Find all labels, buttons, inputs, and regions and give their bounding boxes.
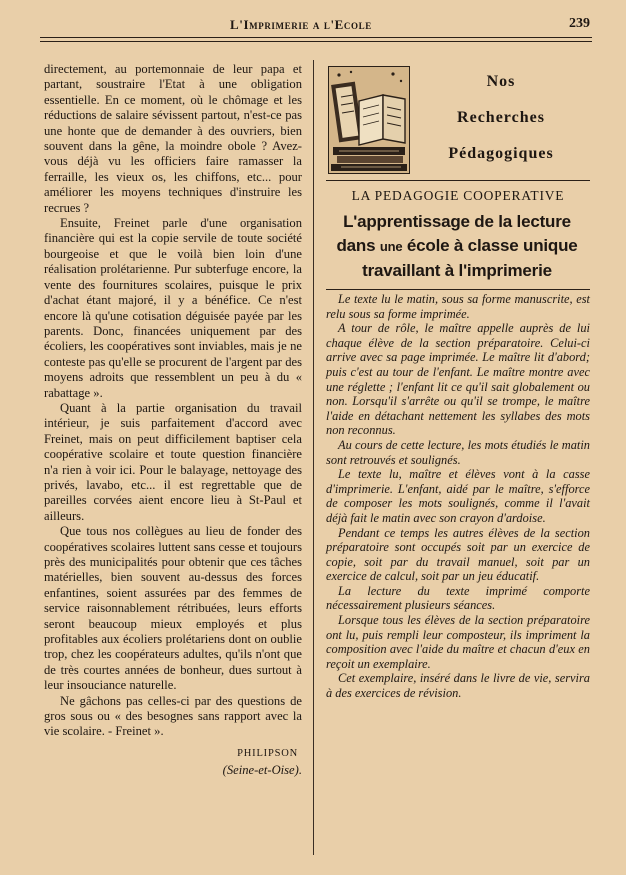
rubric-line-3: Pédagogiques [448, 145, 554, 162]
article-title-line-2c: école à classe unique [402, 236, 578, 255]
left-paragraph-3: Quant à la partie organisation du travail intérieur, je suis parfaitement d'accord avec Freinet, mais on peut difficilement baptiser cela coopérative scolaire et toute question financière n'a rien à voir ici. Pour le balayage, nettoyage des privés, lavabo, etc... il est regrettable que de pareilles corvées aient encore lieu à St-Paul et ailleurs. [44, 400, 302, 523]
rubric-line-2: Recherches [457, 109, 545, 126]
article-title-line-1: L'apprentissage de la lecture [343, 212, 571, 231]
signature: PHILIPSON [237, 747, 298, 759]
page-number: 239 [569, 16, 590, 31]
left-paragraph-1: directement, au portemonnaie de leur papa et partant, soustraire l'Etat à une obligation essentielle. En ce moment, où le chômage et les réductions de salaire sévissent partout, n'est-ce pas une honte que de demander à des ouvriers, bien souvent dans la gêne, la moindre obole ? Avez-vous déjà vu les officiers faire ramasser la ferraille, les vieux os, les chiffons, etc... pour améliorer les moyens techniques d'instruire les recrues ? [44, 62, 302, 215]
left-paragraph-5: Ne gâchons pas celles-ci par des questions de gros sous ou « des besognes sans rapport avec la vie scolaire. - Freinet ». [44, 693, 302, 739]
article-paragraph-5: Pendant ce temps les autres élèves de la section préparatoire sont occupés soit par un exercice de copie, soit par du travail manuel, soit par un exercice de calcul, soit par un jeu éducatif. [326, 525, 590, 584]
article-title [316, 210, 598, 283]
article-paragraph-8: Cet exemplaire, inséré dans le livre de vie, servira à des exercices de révision. [326, 671, 590, 701]
rubric-words [414, 64, 588, 172]
rubric-rule [326, 180, 590, 181]
column-divider [313, 60, 314, 855]
left-paragraph-4: Que tous nos collègues au lieu de fonder des coopératives scolaires luttent sans cesse et toujours près des municipalités pour obtenir que ces tâches matérielles, bien souvent au-dessus des forces enfantines, soient assurées par des femmes de service raisonnablement rétribuées, leurs efforts seront beaucoup mieux employés et plus profitables aux écoliers prolétariens dont on oublie trop, chez les coopérateurs adultes, qu'ils n'ont que de très courtes années de bonheur, dues surtout à leur insouciance naturelle. [44, 524, 302, 693]
books-illustration-icon [328, 66, 410, 174]
running-header [40, 14, 596, 38]
article-title-line-2 [316, 234, 598, 259]
rubric-line-1: Nos [486, 73, 516, 90]
books-illustration-svg [329, 67, 409, 173]
header-rule-thin [40, 41, 592, 42]
article-title-line-2a: dans [336, 236, 380, 255]
article-paragraph-3: Au cours de cette lecture, les mots étudiés le matin sont retrouvés et soulignés. [326, 437, 590, 467]
article-body [326, 292, 590, 701]
running-title: L'Imprimerie a l'Ecole [230, 17, 372, 32]
left-paragraph-2: Ensuite, Freinet parle d'une organisation financière qui est la copie servile de toute société bourgeoise et que le voilà bien loin d'une réalisation prolétarienne. Pur subterfuge encore, la vente des fournitures scolaires, puisque le prix d'achat étant majoré, il y a bénéfice. Ce n'est encore là qu'une cotisation déguisée payée par les parents. Donc, financées uniquement par des écoliers, les coopératives sont inviables, mais je ne conteste pas qu'elle se procurent de l'argent par des moyens adroits que ressemblent un peu à du « rabattage ». [44, 216, 302, 400]
article-title-line-3: travaillant à l'imprimerie [362, 261, 552, 280]
article-paragraph-6: La lecture du texte imprimé comporte nécessairement plusieurs séances. [326, 583, 590, 613]
header-rule [40, 37, 592, 38]
signature-place: (Seine-et-Oise). [222, 763, 302, 778]
article-paragraph-4: Le texte lu, maître et élèves vont à la casse d'imprimerie. L'enfant, aidé par le maître, s'efforce de composer les mots soulignés, comme il l'avait déjà fait le matin avec son crayon d'ardoise. [326, 467, 590, 525]
rubric-header [326, 64, 588, 176]
article-title-line-2b: une [379, 239, 403, 254]
title-rule [326, 289, 590, 290]
section-title: LA PEDAGOGIE COOPERATIVE [351, 188, 565, 203]
article-paragraph-2: A tour de rôle, le maître appelle auprès de lui chaque élève de la section préparatoire. Celui-ci arrive avec sa page imprimée. Le maître lit d'abord; puis c'est au tour de l'enfant. Le maître montre avec une réglette ; l'enfant lit ce qu'il sait globalement ou non. Lorsqu'il s'arrête ou qu'il se trompe, le maître l'aide en détachant nettement les syllabes des mots non reconnus. [326, 321, 590, 438]
article-paragraph-1: Le texte lu le matin, sous sa forme manuscrite, est relu sous sa forme imprimée. [326, 292, 590, 321]
article-paragraph-7: Lorsque tous les élèves de la section préparatoire ont lu, puis rempli leur composteur, ils impriment la composition avec l'aide du maître et chacun d'eux en reçoit un exemplaire. [326, 613, 590, 671]
left-column [44, 62, 302, 779]
